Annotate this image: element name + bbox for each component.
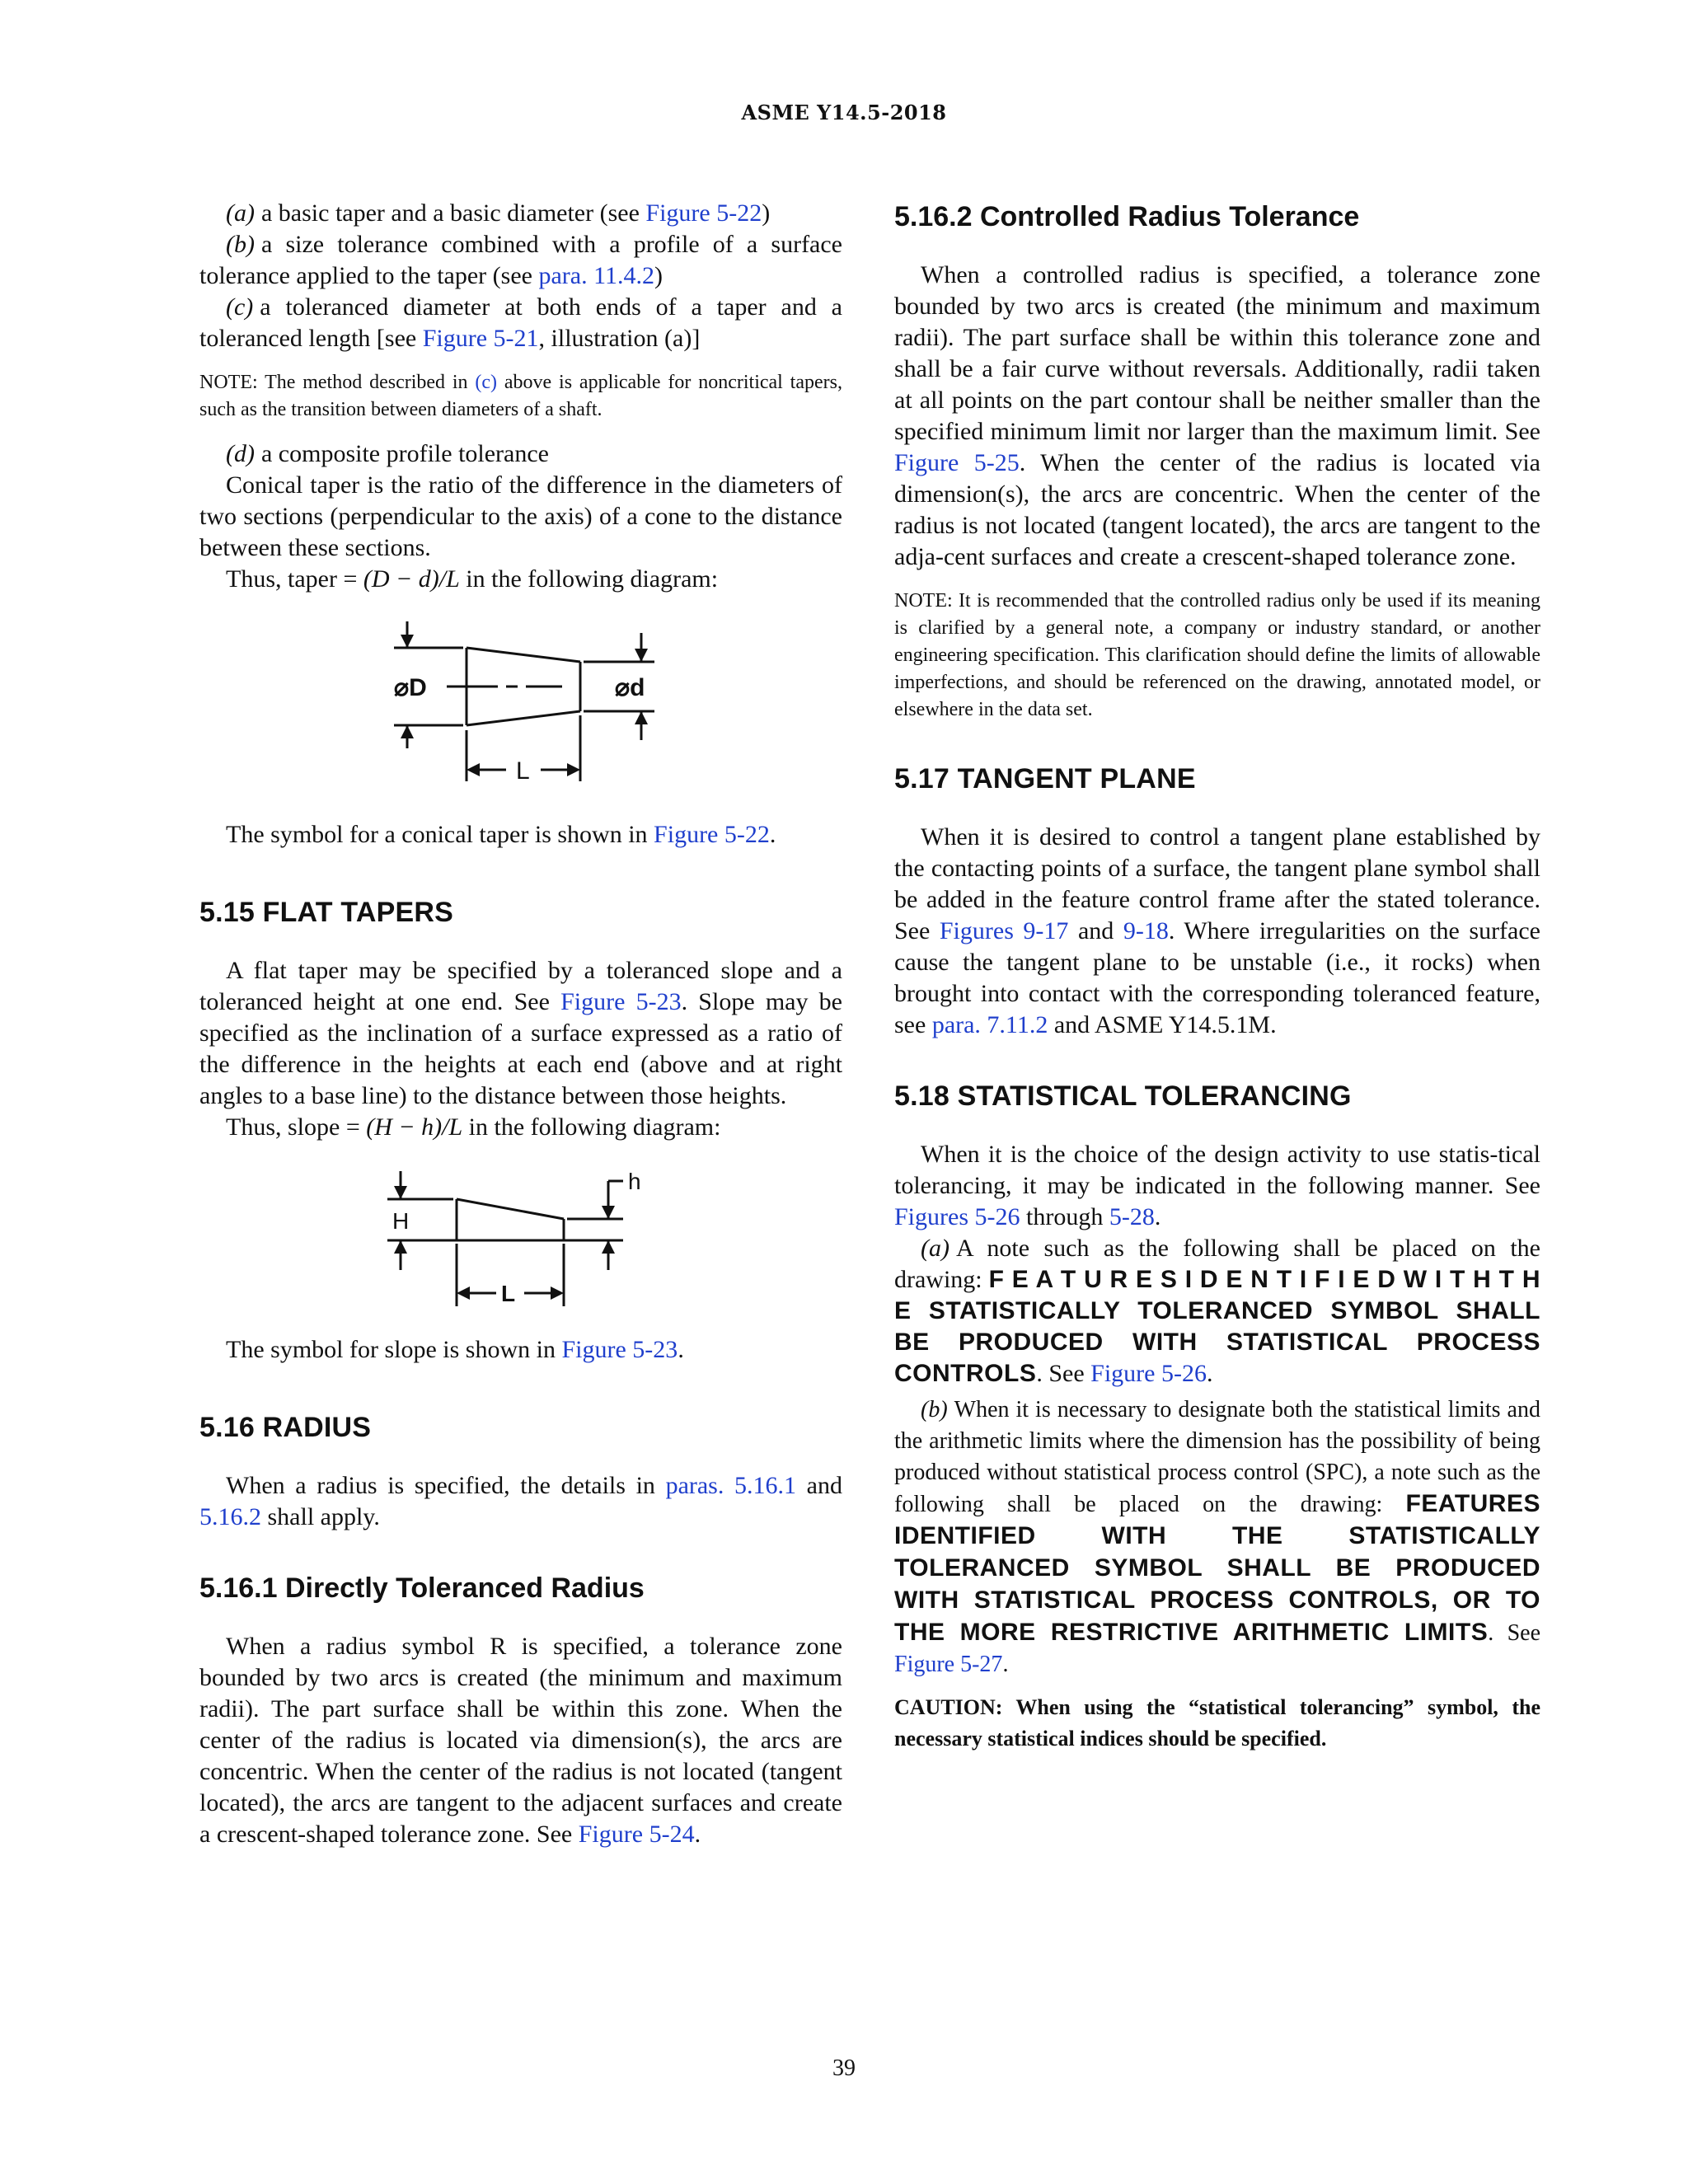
running-header: ASME Y14.5-2018 bbox=[741, 101, 947, 124]
diameter-D-label: ⌀D bbox=[394, 674, 427, 701]
statistical-item-a: (a) A note such as the following shall be placed on the drawing: F E A T U R E S I D E N T I F I E D W I T H T H E STATISTICALLY TOLERANCED SYMBOL SHALL BE PRODUCED WITH STATISTICAL PROCESS CONTROLS. See Figure 5-26. bbox=[894, 1235, 1541, 1387]
item-label: (b) bbox=[921, 1397, 948, 1422]
radius-paragraph: When a radius is specified, the details in paras. 5.16.1 and 5.16.2 shall apply. bbox=[199, 1472, 842, 1530]
length-L-label: L bbox=[516, 757, 530, 785]
taper-symbol-reference: The symbol for a conical taper is shown in Figure 5-22. bbox=[226, 821, 776, 848]
figure-link[interactable]: 5-28 bbox=[1109, 1203, 1155, 1230]
figure-link[interactable]: Figure 5-22 bbox=[645, 199, 762, 227]
figure-link[interactable]: Figure 5-26 bbox=[1090, 1360, 1207, 1387]
section-heading-5-18: 5.18 STATISTICAL TOLERANCING bbox=[894, 1080, 1352, 1112]
figure-link[interactable]: Figure 5-25 bbox=[894, 449, 1020, 476]
section-heading-5-15: 5.15 FLAT TAPERS bbox=[199, 897, 453, 928]
item-link[interactable]: (c) bbox=[475, 372, 498, 393]
figure-link[interactable]: Figure 5-23 bbox=[560, 988, 682, 1015]
slope-formula: Thus, slope = (H − h)/L in the following diagram: bbox=[226, 1113, 721, 1141]
taper-formula: Thus, taper = (D − d)/L in the following diagram: bbox=[226, 565, 719, 593]
item-label: (a) bbox=[226, 199, 255, 227]
directly-toleranced-radius-paragraph: When a radius symbol R is specified, a tolerance zone bounded by two arcs is created (the minimum and maximum radii). The part surface shall be within this zone. When the center of the radius is located via dimension(s), the arcs are concentric. When the center of the radius is not located (tangent located), the arcs are tangent to the adjacent surfaces and create a crescent-shaped tolerance zone. See Figure 5-24. bbox=[199, 1633, 842, 1848]
right-column bbox=[894, 198, 1540, 1755]
item-label: (a) bbox=[921, 1235, 950, 1262]
page-number: 39 bbox=[832, 2055, 856, 2081]
figure-link[interactable]: 9-18 bbox=[1123, 917, 1169, 944]
figure-link[interactable]: Figure 5-27 bbox=[894, 1652, 1003, 1677]
list-item-d: (d) a composite profile tolerance bbox=[226, 440, 549, 467]
list-item-c: (c) a toleranced diameter at both ends of a taper and a toleranced length [see Figure 5-21, illustration (a)] bbox=[199, 293, 842, 352]
figure-link[interactable]: Figures 5-26 bbox=[894, 1203, 1020, 1230]
figure-link[interactable]: Figure 5-21 bbox=[422, 325, 539, 352]
length-L-label: L bbox=[501, 1281, 516, 1306]
controlled-radius-paragraph: When a controlled radius is specified, a tolerance zone bounded by two arcs is created (the minimum and maximum radii). The part surface shall be within this tolerance zone and shall be a fair curve without reversals. Additionally, radii taken at all points on the part contour shall be neither smaller than the specified minimum limit nor larger than the maximum limit. See Figure 5-25. When the center of the radius is located via dimension(s), the arcs are concentric. When the center of the radius is not located (tangent located), the arcs are tangent to the adja-cent surfaces and create a crescent-shaped tolerance zone. bbox=[894, 261, 1540, 570]
list-item-a: (a) a basic taper and a basic diameter (see Figure 5-22) bbox=[226, 199, 771, 227]
note-noncritical-tapers: NOTE: The method described in (c) above is applicable for noncritical tapers, such as the transition between diameters of a shaft. bbox=[199, 372, 842, 420]
drawing-note-text: F E A T U R E S I D E N T I F I E D W I T H T H E STATISTICALLY TOLERANCED SYMBOL SHALL BE PRODUCED WITH STATISTICAL PROCESS CONTROLS bbox=[894, 1266, 1541, 1387]
statistical-tolerancing-paragraph: When it is the choice of the design activity to use statis-tical tolerancing, it may be indicated in the following manner. See Figures 5-26 through 5-28. bbox=[894, 1141, 1540, 1230]
para-link[interactable]: paras. 5.16.1 bbox=[665, 1472, 797, 1499]
slope-symbol-reference: The symbol for slope is shown in Figure 5-23. bbox=[226, 1336, 684, 1363]
diameter-d-label: ⌀d bbox=[615, 674, 645, 701]
note-controlled-radius: NOTE: It is recommended that the controlled radius only be used if its meaning is clarified by a general note, a company or industry standard, or another engineering specification. This clarification should define the limits of allowable imperfections, and should be referenced on the drawing, annotated model, or elsewhere in the data set. bbox=[894, 590, 1540, 720]
section-heading-5-16-1: 5.16.1 Directly Toleranced Radius bbox=[199, 1572, 645, 1604]
height-H-label: H bbox=[392, 1208, 410, 1234]
caution-statement: CAUTION: When using the “statistical tolerancing” symbol, the necessary statistical indices should be specified. bbox=[894, 1695, 1540, 1750]
para-link[interactable]: para. 7.11.2 bbox=[931, 1011, 1048, 1038]
para-link[interactable]: para. 11.4.2 bbox=[538, 262, 654, 289]
figure-link[interactable]: Figure 5-22 bbox=[654, 821, 770, 848]
item-label: (d) bbox=[226, 440, 255, 467]
statistical-item-b: (b) When it is necessary to designate both the statistical limits and the arithmetic limits where the dimension has the possibility of being produced without statistical process control (SPC), a note such as the following shall be placed on the drawing: FEATURES IDENTIFIED WITH THE STATISTICALLY TOLERANCED SYMBOL SHALL BE PRODUCED WITH STATISTICAL PROCESS CONTROLS, OR TO THE MORE RESTRICTIVE ARITHMETIC LIMITS. See Figure 5-27. bbox=[894, 1397, 1540, 1677]
flat-taper-paragraph: A flat taper may be specified by a toleranced slope and a toleranced height at one end. See Figure 5-23. Slope may be specified as the inclination of a surface expressed as a ratio of the difference in the heights at each end (above and at right angles to a base line) to the distance between those heights. bbox=[199, 957, 842, 1109]
list-item-b: (b) a size tolerance combined with a profile of a surface tolerance applied to the taper (see para. 11.4.2) bbox=[199, 231, 842, 289]
section-heading-5-16-2: 5.16.2 Controlled Radius Tolerance bbox=[894, 201, 1360, 232]
section-heading-5-17: 5.17 TANGENT PLANE bbox=[894, 763, 1196, 794]
drawing-note-text: FEATURES IDENTIFIED WITH THE STATISTICALLY TOLERANCED SYMBOL SHALL BE PRODUCED WITH STATISTICAL PROCESS CONTROLS, OR TO THE MORE RESTRICTIVE ARITHMETIC LIMITS bbox=[894, 1490, 1540, 1646]
para-link[interactable]: 5.16.2 bbox=[199, 1503, 261, 1530]
conical-taper-diagram bbox=[199, 616, 842, 798]
item-label: (c) bbox=[226, 293, 254, 321]
height-h-label: h bbox=[628, 1169, 641, 1194]
left-column bbox=[199, 198, 842, 1850]
tangent-plane-paragraph: When it is desired to control a tangent plane established by the contacting points of a surface, the tangent plane symbol shall be added in the feature control frame after the stated tolerance. See Figures 9-17 and 9-18. Where irregularities on the surface cause the tangent plane to be unstable (i.e., it rocks) when brought into contact with the corresponding toleranced feature, see para. 7.11.2 and ASME Y14.5.1M. bbox=[894, 823, 1540, 1038]
figure-link[interactable]: Figures 9-17 bbox=[939, 917, 1069, 944]
figure-link[interactable]: Figure 5-24 bbox=[578, 1821, 695, 1848]
section-heading-5-16: 5.16 RADIUS bbox=[199, 1412, 372, 1443]
item-label: (b) bbox=[226, 231, 255, 258]
figure-link[interactable]: Figure 5-23 bbox=[561, 1336, 678, 1363]
conical-taper-paragraph: Conical taper is the ratio of the difference in the diameters of two sections (perpendicular to the axis) of a cone to the distance between these sections. bbox=[199, 471, 842, 561]
flat-taper-diagram bbox=[199, 1165, 842, 1313]
